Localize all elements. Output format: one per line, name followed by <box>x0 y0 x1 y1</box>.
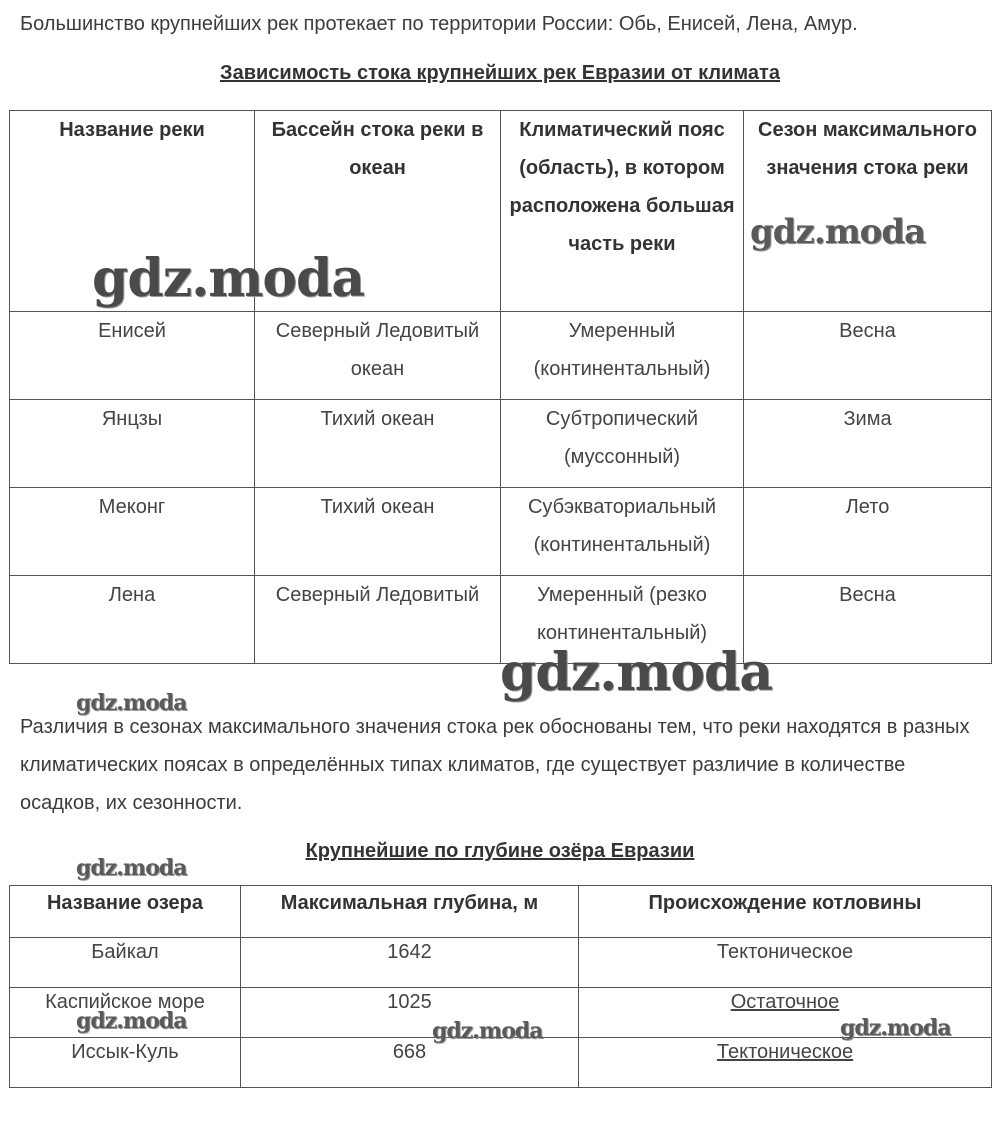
origin-text: Тектоническое <box>716 941 854 963</box>
header-basin-origin: Происхождение котловины <box>579 886 992 938</box>
lakes-table <box>9 885 992 1088</box>
cell-river: Енисей <box>10 312 255 400</box>
table-row <box>10 400 992 488</box>
cell-depth: 668 <box>241 1038 579 1088</box>
table-row <box>10 488 992 576</box>
watermark: gdz.moda <box>500 642 773 703</box>
cell-origin <box>579 938 992 988</box>
cell-season: Весна <box>744 576 992 664</box>
cell-basin: Северный Ледовитый <box>255 576 501 664</box>
intro-paragraph: Большинство крупнейших рек протекает по территории России: Обь, Енисей, Лена, Амур. <box>20 13 858 35</box>
header-lake-name: Название озера <box>10 886 241 938</box>
header-climate-zone: Климатический пояс (область), в котором расположена большая часть реки <box>501 111 744 312</box>
cell-season: Весна <box>744 312 992 400</box>
watermark: gdz.moda <box>432 1018 543 1044</box>
cell-season: Лето <box>744 488 992 576</box>
cell-river: Янцзы <box>10 400 255 488</box>
cell-basin: Северный Ледовитый океан <box>255 312 501 400</box>
cell-river: Лена <box>10 576 255 664</box>
header-river-name: Название реки <box>10 111 255 312</box>
watermark: gdz.moda <box>92 248 365 309</box>
header-peak-season: Сезон максимального значения стока реки <box>744 111 992 312</box>
cell-season: Зима <box>744 400 992 488</box>
watermark: gdz.moda <box>76 690 187 716</box>
cell-depth: 1025 <box>241 988 579 1038</box>
rivers-table <box>9 110 992 664</box>
rivers-table-caption: Зависимость стока крупнейших рек Евразии от климата <box>220 62 780 84</box>
cell-lake: Каспийское море <box>10 988 241 1038</box>
watermark: gdz.moda <box>76 1008 187 1034</box>
header-max-depth: Максимальная глубина, м <box>241 886 579 938</box>
table-row <box>10 938 992 988</box>
cell-climate: Умеренный (континентальный) <box>501 312 744 400</box>
header-basin: Бассейн стока реки в океан <box>255 111 501 312</box>
cell-origin <box>579 1038 992 1088</box>
lakes-table-caption: Крупнейшие по глубине озёра Евразии <box>305 840 695 862</box>
watermark: gdz.moda <box>750 212 926 252</box>
watermark: gdz.moda <box>76 855 187 881</box>
cell-climate: Умеренный (резко континентальный) <box>501 576 744 664</box>
origin-text: Тектоническое <box>716 1041 854 1063</box>
cell-climate: Субтропический (муссонный) <box>501 400 744 488</box>
cell-lake: Байкал <box>10 938 241 988</box>
watermark: gdz.moda <box>840 1015 951 1041</box>
cell-river: Меконг <box>10 488 255 576</box>
cell-climate: Субэкваториальный (континентальный) <box>501 488 744 576</box>
cell-depth: 1642 <box>241 938 579 988</box>
cell-basin: Тихий океан <box>255 400 501 488</box>
table-row <box>10 312 992 400</box>
lakes-header-row <box>10 886 992 938</box>
explanation-paragraph: Различия в сезонах максимального значения стока рек обоснованы тем, что реки находятся в разных климатических поясах в определённых типах климатов, где существует различие в количестве осадков, их сезонности. <box>20 716 970 814</box>
origin-text: Остаточное <box>730 991 840 1013</box>
table-row <box>10 1038 992 1088</box>
cell-basin: Тихий океан <box>255 488 501 576</box>
cell-lake: Иссык-Куль <box>10 1038 241 1088</box>
